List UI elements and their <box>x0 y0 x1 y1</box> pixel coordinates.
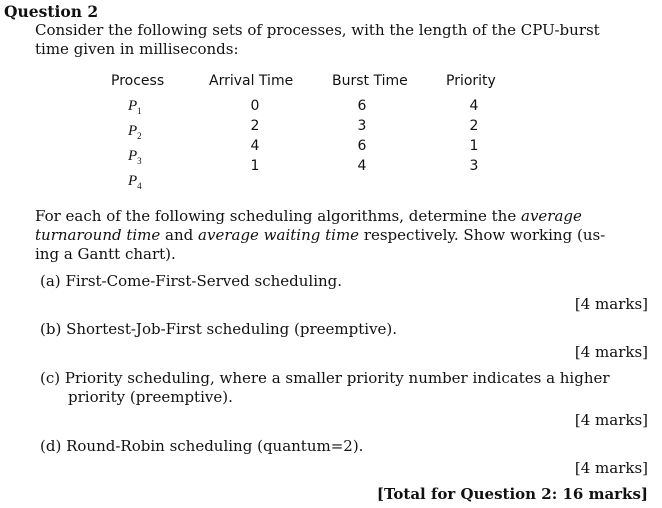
burst-cell: 6 <box>357 98 367 114</box>
burst-cell: 4 <box>357 158 367 174</box>
process-cell: $P_1$ <box>128 98 142 116</box>
priority-column <box>468 96 480 176</box>
marks-a: [4 marks] <box>574 295 648 313</box>
total-marks: [Total for Question 2: 16 marks] <box>376 485 648 503</box>
intro-line-1: Consider the following sets of processes, with the length of the CPU-burst <box>35 21 600 39</box>
part-label: (a) <box>40 272 61 290</box>
process-cell: $P_3$ <box>128 148 142 166</box>
header-burst-time: Burst Time <box>332 73 408 89</box>
burst-column <box>356 96 368 176</box>
burst-cell: 3 <box>357 118 367 134</box>
instruction-line-1: For each of the following scheduling algorithms, determine the average <box>35 207 582 225</box>
instruction-line-2: turnaround time and average waiting time respectively. Show working (us- <box>35 226 606 244</box>
burst-cell: 6 <box>357 138 367 154</box>
priority-cell: 4 <box>469 98 479 114</box>
part-text: Priority scheduling, where a smaller priority number indicates a higher <box>64 369 610 387</box>
intro-line-2: time given in milliseconds: <box>35 40 239 58</box>
part-c-line-2: priority (preemptive). <box>68 388 233 406</box>
instruction-paragraph <box>35 207 605 264</box>
arrival-cell: 4 <box>250 138 260 154</box>
part-a <box>40 272 342 291</box>
header-priority: Priority <box>446 73 496 89</box>
priority-cell: 2 <box>469 118 479 134</box>
part-label: (b) <box>40 320 62 338</box>
question-intro <box>35 21 600 59</box>
part-text: Shortest-Job-First scheduling (preemptive). <box>66 320 398 338</box>
process-column <box>128 96 142 196</box>
header-process: Process <box>111 73 165 89</box>
part-label: (c) <box>40 369 61 387</box>
process-cell: $P_2$ <box>128 123 142 141</box>
priority-cell: 3 <box>469 158 479 174</box>
process-cell: $P_4$ <box>128 173 142 191</box>
marks-d: [4 marks] <box>574 459 648 477</box>
priority-cell: 1 <box>469 138 479 154</box>
part-d <box>40 437 363 456</box>
instruction-line-3: ing a Gantt chart). <box>35 245 176 263</box>
arrival-cell: 0 <box>250 98 260 114</box>
part-c <box>40 369 610 388</box>
part-label: (d) <box>40 437 62 455</box>
marks-b: [4 marks] <box>574 343 648 361</box>
arrival-column <box>249 96 261 176</box>
part-text: Round-Robin scheduling (quantum=2). <box>66 437 364 455</box>
part-text: First-Come-First-Served scheduling. <box>65 272 343 290</box>
part-b <box>40 320 397 339</box>
arrival-cell: 1 <box>250 158 260 174</box>
arrival-cell: 2 <box>250 118 260 134</box>
header-arrival-time: Arrival Time <box>209 73 294 89</box>
question-title: Question 2 <box>4 2 99 21</box>
marks-c: [4 marks] <box>574 411 648 429</box>
